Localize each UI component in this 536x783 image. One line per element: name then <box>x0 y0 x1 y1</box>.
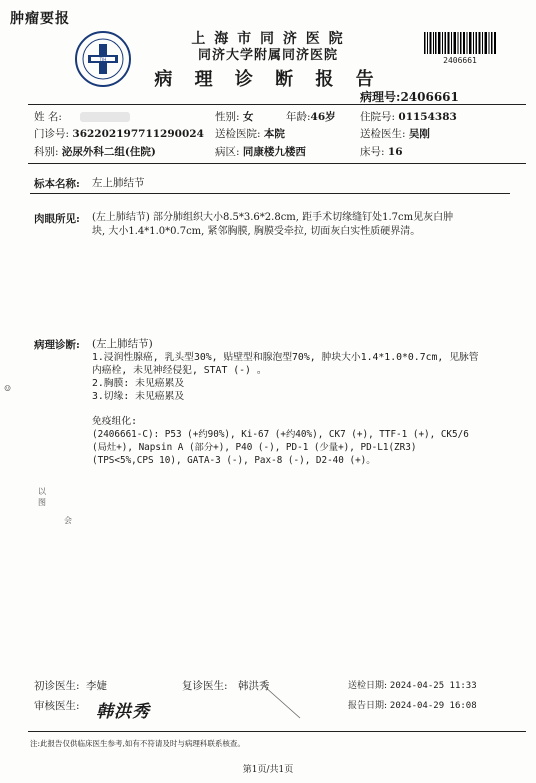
margin-scribble-3: 会 <box>64 516 72 525</box>
ihc-label: 免疫组化: <box>92 416 138 427</box>
clinic-field: 门诊号: 362202197711290024 <box>34 128 204 140</box>
divider-patient <box>28 163 526 164</box>
dept-field: 科别: 泌尿外科二组(住院) <box>34 146 156 158</box>
review-doctor-label: 复诊医生: <box>182 680 228 692</box>
margin-scribble-1: 以 <box>38 487 46 496</box>
age-field: 年龄:46岁 <box>286 111 336 123</box>
divider-top <box>28 104 526 105</box>
pathology-number <box>360 88 459 105</box>
audit-signature: 韩洪秀 <box>96 702 150 722</box>
page-number: 第1页/共1页 <box>242 765 294 775</box>
specimen-value: 左上肺结节 <box>92 177 145 189</box>
hospital-name: 上 海 市 同 济 医 院 <box>191 31 345 47</box>
doctor-field: 送检医生: 吴刚 <box>360 128 430 140</box>
pathology-number-value: 2406661 <box>400 90 459 104</box>
ward-field: 病区: 同康楼九楼西 <box>215 146 306 158</box>
gross-line-1: (左上肺结节) 部分肺组织大小8.5*3.6*2.8cm, 距手术切缘缝钉处1.7cm见灰白肿 <box>92 212 454 223</box>
footer-note: 注:此报告仅供临床医生参考,如有不符请及时与病理科联系核查。 <box>30 739 245 748</box>
diagnosis-line-2: 内癌栓, 未见神经侵犯, STAT (-) 。 <box>92 365 267 376</box>
barcode-number: 2406661 <box>443 56 477 65</box>
barcode <box>424 32 496 54</box>
diagnosis-line-1: 1.浸润性腺癌, 乳头型30%, 贴壁型和腺泡型70%, 肿块大小1.4*1.0*0.7cm, 见脉管 <box>92 352 479 363</box>
diagnosis-title: (左上肺结节) <box>92 338 153 350</box>
audit-doctor-label: 审核医生: <box>34 700 80 712</box>
diagnosis-line-3: 2.胸膜: 未见癌累及 <box>92 378 185 389</box>
bed-field: 床号: 16 <box>360 146 403 158</box>
review-doctor-value: 韩洪秀 <box>238 680 270 692</box>
pathology-number-label: 病理号: <box>360 90 401 104</box>
hospital-affiliation: 同济大学附属同济医院 <box>197 48 338 63</box>
submit-date: 送检日期: 2024-04-25 11:33 <box>348 681 477 691</box>
pen-stroke <box>262 684 302 720</box>
divider-footer <box>28 731 526 732</box>
report-title: 病 理 诊 断 报 告 <box>154 69 382 90</box>
margin-scribble-2: 图 <box>38 498 46 507</box>
ihc-line-3: (TPS<5%,CPS 10), GATA-3 (-), Pax-8 (-), D2-40 (+)。 <box>92 455 376 466</box>
initial-doctor-value: 李婕 <box>86 680 107 692</box>
hospital-field: 送检医院: 本院 <box>215 128 285 140</box>
divider-specimen <box>30 193 510 194</box>
report-tag: 肿瘤要报 <box>10 11 70 27</box>
svg-text:TJH: TJH <box>99 57 107 62</box>
name-label: 姓 名: <box>34 111 62 123</box>
report-date: 报告日期: 2024-04-29 16:08 <box>348 701 477 711</box>
ihc-line-1: (2406661-C): P53 (+约90%), Ki-67 (+约40%), CK7 (+), TTF-1 (+), CK5/6 <box>92 429 469 440</box>
specimen-label: 标本名称: <box>34 178 80 190</box>
diagnosis-label: 病理诊断: <box>34 339 80 351</box>
gender-field: 性别: 女 <box>215 111 254 123</box>
ihc-line-2: (局灶+), Napsin A (部分+), P40 (-), PD-1 (少量+), PD-L1(ZR3) <box>92 442 417 453</box>
margin-mark: ☺ <box>4 384 12 393</box>
diagnosis-line-4: 3.切缘: 未见癌累及 <box>92 391 185 402</box>
gross-line-2: 块, 大小1.4*1.0*0.7cm, 紧邻胸膜, 胸膜受牵拉, 切面灰白实性质硬界清。 <box>92 226 421 237</box>
name-redacted <box>80 112 130 122</box>
initial-doctor-label: 初诊医生: <box>34 680 80 692</box>
gross-label: 肉眼所见: <box>34 213 80 225</box>
inpatient-field: 住院号: 01154383 <box>360 111 457 123</box>
